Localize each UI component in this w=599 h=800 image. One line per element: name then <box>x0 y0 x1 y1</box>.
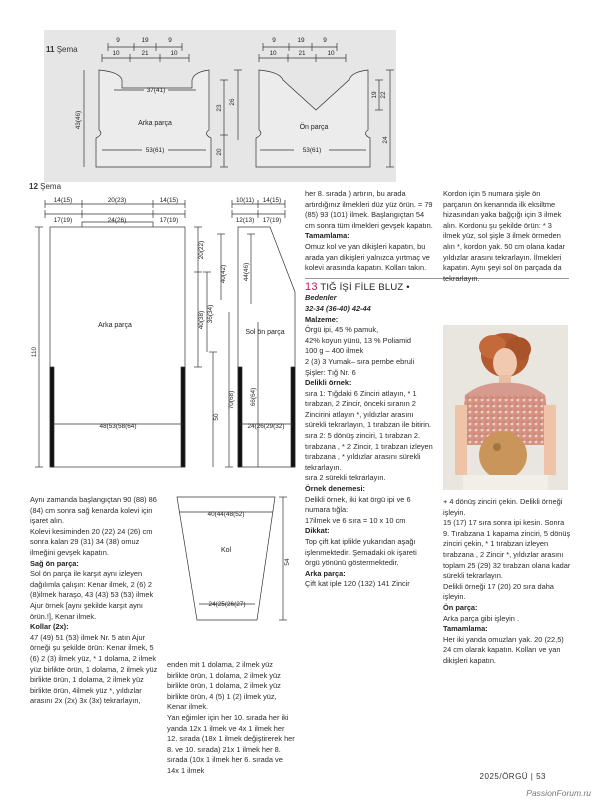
section-heading: Örnek denemesi: <box>305 484 365 494</box>
dim-11-back-a3: 9 <box>168 37 172 44</box>
paragraph: 17ilmek ve 6 sıra = 10 x 10 cm <box>305 515 406 525</box>
section-heading: Sağ ön parça: <box>30 558 79 568</box>
dim-11-back-width-top: 37(41) <box>146 87 166 94</box>
dim-12-front-side-1: 40(42) <box>220 264 227 284</box>
material-line: 42% koyun yünü, 13 % Poliamid <box>305 335 411 345</box>
paragraph: sıra 2: 5 dönüş zinciri, 1 tırabzan 2. tırabzana , * 2 Zincir, 1 tırabzan izleyen tırabzana , * yıldızlar arasını sürekli tekrarlayın. <box>305 431 433 472</box>
dim-12-front-a1: 10(11) <box>236 197 254 204</box>
dim-12-back-b2: 24(26) <box>107 217 127 224</box>
dim-11-front-width-bottom: 53(61) <box>302 147 322 154</box>
dim-11-side-2: 26 <box>229 98 236 106</box>
model-title: 13 TIĞ İŞİ FİLE BLUZ • <box>305 280 410 293</box>
text-column-4b <box>443 497 571 667</box>
dim-12-back-b3: 17(19) <box>159 217 179 224</box>
dim-12-front-b1: 12(13) <box>235 217 255 224</box>
dim-12-back-a2: 20(23) <box>107 197 127 204</box>
paragraph: Kolevi kesiminden 20 (22) 24 (26) cm sonra kalan 29 (31) 34 (38) omuz ilmeğini gevşek kapatın. <box>30 526 153 557</box>
schema-12-back-name: Arka parça <box>98 322 132 329</box>
dim-12-front-b2: 17(19) <box>262 217 282 224</box>
dim-11-front-a3: 9 <box>323 37 327 44</box>
dim-12-side-2: 40(38) <box>198 310 205 330</box>
paragraph: Top çift kat iplikle yukarıdan aşağı işlenmektedir. Şemadaki ok işareti örgü yönünü göstermektedir. <box>305 537 417 568</box>
section-heading: Delikli örnek: <box>305 378 352 388</box>
schema-11-diagram <box>44 30 396 182</box>
section-heading: Malzeme: <box>305 314 339 324</box>
paragraph: sıra 1: Tığdaki 6 Zinciri atlayın, * 1 tırabzan, 2 Zincir, önceki sıranın 2 Zincirini atlayın *, yıldızlar arasını sürekli tekrarlayın, 1 tırabzan ile bitirin. <box>305 388 432 430</box>
paragraph: + 4 dönüş zinciri çekin. Delikli örneği işleyin. <box>443 497 563 517</box>
paragraph: Çift kat iple 120 (132) 141 Zincir <box>305 579 410 589</box>
paragraph: sıra 2 sürekli tekrarlayın. <box>305 473 386 483</box>
schema-12-front-name: Sol ön parça <box>245 329 285 336</box>
dim-11-side-3: 20 <box>216 148 223 156</box>
dim-11-right-2: 22 <box>380 91 387 99</box>
schema-11-title: 11 Şema <box>46 45 78 54</box>
material-line: 100 g – 400 ilmek <box>305 346 364 356</box>
dim-11-front-b3: 10 <box>327 50 335 57</box>
schema-12-title: 12 Şema <box>29 182 62 191</box>
sizes-value: 32-34 (36-40) 42-44 <box>305 303 371 313</box>
dim-11-back-a1: 9 <box>116 37 120 44</box>
dim-11-side-1: 23 <box>216 104 223 112</box>
dim-12-back-height: 110 <box>31 346 38 358</box>
paragraph: Omuz kol ve yan dikişleri kapatın, bu arada yan dikişleri yalnızca yırtmaç ve kolevi arasında kapatın. Kolları takın. <box>305 241 430 273</box>
schema-12-sleeve-name: Kol <box>220 547 232 554</box>
model-photo <box>443 325 568 490</box>
dim-11-right-1: 19 <box>371 91 378 99</box>
paragraph: Her iki yanda omuzları yak. 20 (22,5) 24 cm olarak kapatın. Kolları ve yan dikişleri kapatın. <box>443 634 564 665</box>
dim-12-back-a3: 14(15) <box>159 197 179 204</box>
section-heading: Arka parça: <box>305 568 346 578</box>
paragraph: Yan eğimler için her 10. sırada her iki yanda 12x 1 ilmek ve 4x 1 ilmek her 12. sırada (18x 1 ilmek değiştirerek her 8. ve 10. sırada) 21x 1 ilmek her 8. sırada (10x 1 ilmek her 6. sırada ve 14x 1 ilmek <box>167 712 295 775</box>
dim-12-side-3: 50 <box>213 413 220 421</box>
dim-12-sleeve-bottom: 24(25(26(27) <box>208 601 246 608</box>
paragraph: Delikli örnek, iki kat örgü ipi ve 6 numara tığla: <box>305 494 411 515</box>
section-heading: Tamamlama: <box>443 624 488 634</box>
dim-11-back-b1: 10 <box>112 50 120 57</box>
dim-12-front-side-4: 44(46) <box>243 262 250 282</box>
schema-11-back-name: Arka parça <box>138 120 172 127</box>
dim-12-side-1: 20(22) <box>198 240 205 260</box>
material-line: 2 (3) 3 Yumak– sıra pembe ebruli <box>305 356 415 366</box>
section-heading: Tamamlama: <box>305 231 350 241</box>
dim-12-front-side-5: 66(64) <box>250 387 257 407</box>
material-line: Örgü ipi, 45 % pamuk, <box>305 325 379 335</box>
paragraph: her 8. sırada ) artırın, bu arada artırdığınız ilmekleri düz yüz örün. = 79 (85) 93 (101) ilmek. Başlangıçtan 54 cm sonra tüm ilmekleri gevşek kapatın. <box>305 189 433 230</box>
paragraph: Kordon için 5 numara şişle ön parçanın ön kenarında ilk eksiltme hizasından yaka bağçığı için 3 ilmek alın. Kordonu şu şekilde örün: * 3 ilmek yüz, sol şişle 3 ilmek örmeden alın *, kordon yak. 50 cm olana kadar yıldızlar arasını tekrarlayın. İlmekleri kapatın. Aynı şeyi sol ön parçada da tekrarlayın. <box>443 189 566 283</box>
dim-12-front-side-2: 36(34) <box>207 304 214 324</box>
schema-11-front-name: Ön parça <box>299 124 329 131</box>
paragraph: 47 (49) 51 (53) ilmek Nr. 5 atın Ajur örneği şu şekilde örün: Kenar ilmek, 5 (6) 2 (3) ilmek yüz, * 1 dolama, 2 ilmek yüz birlikte örün, 1 dolama, 2 ilmek yüz birlikte örün, 1 dolama, 2 ilmek yüz birlikte örün, 4ilmek yüz *, yıldızlar arasını 2x (2x) 3x (3x) tekrarlayın, <box>30 632 158 706</box>
dim-12-back-width: 48(53(58(64) <box>99 423 137 430</box>
material-line: Şişler: Tığ Nr. 6 <box>305 367 356 377</box>
text-column-2 <box>167 660 295 777</box>
section-heading: Dikkat: <box>305 526 330 536</box>
text-column-3 <box>305 189 433 590</box>
dim-11-back-width-bottom: 53(61) <box>145 147 165 154</box>
text-column-1 <box>30 495 158 707</box>
dim-12-front-a2: 14(15) <box>262 197 282 204</box>
dim-11-front-b2: 21 <box>298 50 306 57</box>
paragraph: Delikli örneği 17 (20) 20 sıra daha işleyin. <box>443 581 554 602</box>
dim-12-front-side-3: 70(68) <box>228 390 235 410</box>
paragraph: Aynı zamanda başlangıçtan 90 (88) 86 (84) cm sonra sağ kenarda kolevi için işaret alın. <box>30 495 157 526</box>
dim-11-back-height: 43(46) <box>75 110 82 130</box>
dim-11-right-3: 24 <box>382 136 389 144</box>
section-heading: Kollar (2x): <box>30 622 69 632</box>
dim-12-sleeve-top: 40(44(48(52) <box>207 511 245 518</box>
dim-12-sleeve-height: 54 <box>284 558 291 566</box>
dim-11-front-b1: 10 <box>269 50 277 57</box>
text-column-4 <box>443 189 571 284</box>
dim-12-back-b1: 17(19) <box>53 217 73 224</box>
dim-11-back-a2: 19 <box>141 37 149 44</box>
paragraph: 15 (17) 17 sıra sonra ipi kesin. Sonra 9. Tırabzana 1 kapama zinciri, 5 dönüş zinciri çekin, * 1 tırabzan izleyen tırabzana , 2 Zincir *, yıldızlar arasını toplam 25 (29) 32 tırabzan olana kadar sürekli tekrarlayın. <box>443 518 571 581</box>
dim-12-front-width: 24(26(29(32) <box>247 423 285 430</box>
watermark: PassionForum.ru <box>526 788 591 798</box>
dim-12-back-a1: 14(15) <box>53 197 73 204</box>
dim-11-back-b2: 21 <box>141 50 149 57</box>
dim-11-front-a2: 19 <box>297 37 305 44</box>
dim-11-front-a1: 9 <box>272 37 276 44</box>
paragraph: Sol ön parça ile karşıt aynı izleyen dağılımla çalışın: Kenar ilmek, 2 (6) 2 (8)ilmek haraşo, 43 (43) 53 (53) ilmek Ajur örnek [aynı şekilde karşıt aynı örün.!], Kenar ilmek. <box>30 569 154 621</box>
dim-11-back-b3: 10 <box>170 50 178 57</box>
paragraph: enden mit 1 dolama, 2 ilmek yüz birlikte örün, 1 dolama, 2 ilmek yüz birlikte örün, 1 dolama, 2 ilmek yüz birlikte örün, 4 (5) 1 (2) ilmek yüz, Kenar ilmek. <box>167 660 281 712</box>
section-heading: Ön parça: <box>443 602 478 612</box>
section-heading: Bedenler <box>305 293 337 303</box>
paragraph: Arka parça gibi işleyin . <box>443 613 519 623</box>
page-number: 2025/ÖRGÜ | 53 <box>479 772 546 781</box>
